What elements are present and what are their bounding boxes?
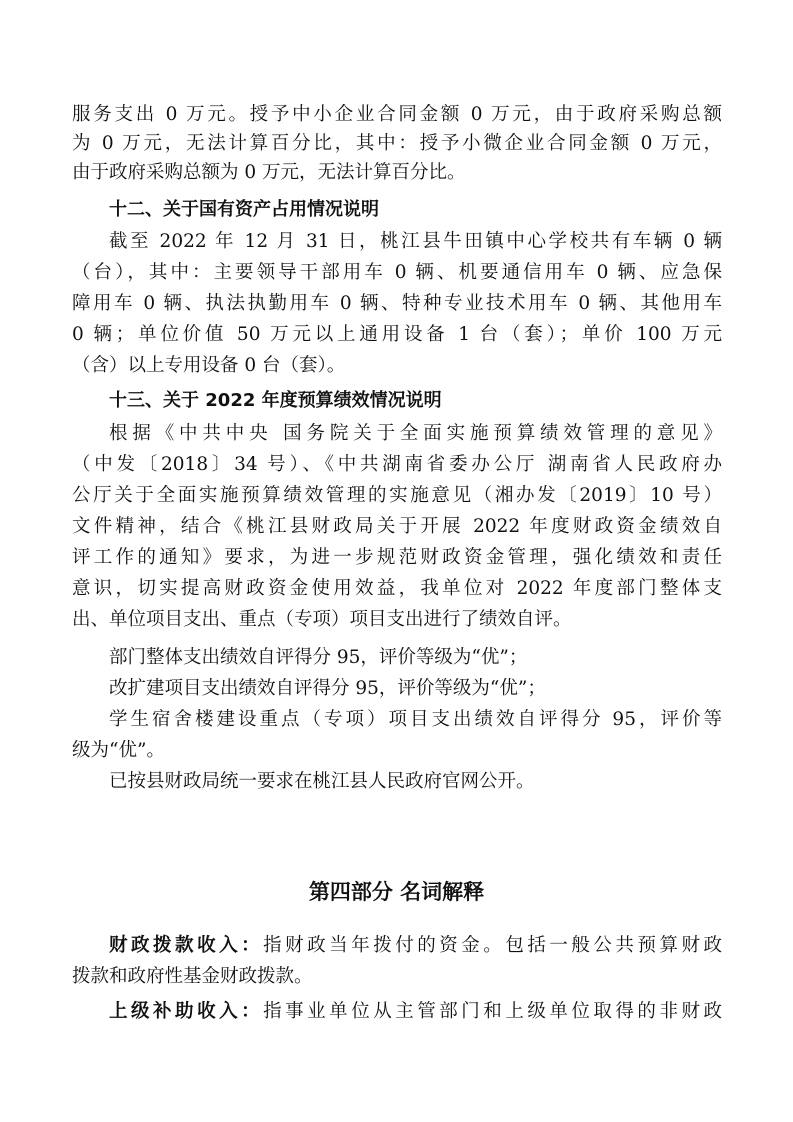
- paragraph-line: （台），其中：主要领导干部用车 0 辆、机要通信用车 0 辆、应急保: [72, 262, 722, 283]
- section-heading-12: 十二、关于国有资产占用情况说明: [109, 199, 379, 220]
- paragraph-line: 改扩建项目支出绩效自评得分 95，评价等级为“优”；: [109, 678, 546, 699]
- term-label: 财政拨款收入：: [109, 935, 264, 956]
- definition-fiscal: [109, 933, 722, 959]
- paragraph-line: （含）以上专用设备 0 台（套）。: [72, 355, 346, 376]
- term-definition: 指财政当年拨付的资金。包括一般公共预算财政: [263, 935, 722, 956]
- paragraph-line: 出、单位项目支出、重点（专项）项目支出进行了绩效自评。: [72, 609, 572, 630]
- paragraph-line: 由于政府采购总额为 0 万元，无法计算百分比。: [72, 162, 466, 183]
- paragraph-line: 已按县财政局统一要求在桃江县人民政府官网公开。: [109, 771, 535, 792]
- paragraph-line: 服务支出 0 万元。授予中小企业合同金额 0 万元，由于政府采购总额: [72, 104, 722, 125]
- paragraph-line: 为 0 万元，无法计算百分比，其中：授予小微企业合同金额 0 万元，: [72, 133, 722, 154]
- paragraph-line: 障用车 0 辆、执法执勤用车 0 辆、特种专业技术用车 0 辆、其他用车: [72, 293, 722, 314]
- paragraph-line: 学生宿舍楼建设重点（专项）项目支出绩效自评得分 95，评价等: [109, 709, 722, 730]
- paragraph-line: （中发〔2018〕34 号）、《中共湖南省委办公厅 湖南省人民政府办: [72, 454, 722, 475]
- definition-subsidy: [109, 999, 722, 1025]
- paragraph-line: 根据《中共中央 国务院关于全面实施预算绩效管理的意见》: [109, 423, 722, 444]
- term-label: 上级补助收入：: [109, 1001, 264, 1022]
- term-definition: 指事业单位从主管部门和上级单位取得的非财政: [263, 1001, 722, 1022]
- paragraph-line: 部门整体支出绩效自评得分 95，评价等级为“优”；: [109, 647, 528, 668]
- paragraph-line: 级为“优”。: [72, 740, 165, 761]
- paragraph-line: 截至 2022 年 12 月 31 日，桃江县牛田镇中心学校共有车辆 0 辆: [109, 231, 722, 252]
- paragraph-line: 拨款和政府性基金财政拨款。: [72, 966, 313, 987]
- paragraph-line: 意识，切实提高财政资金使用效益，我单位对 2022 年度部门整体支: [72, 578, 722, 599]
- paragraph-line: 0 辆；单位价值 50 万元以上通用设备 1 台（套）；单价 100 万元: [72, 324, 722, 345]
- paragraph-line: 文件精神，结合《桃江县财政局关于开展 2022 年度财政资金绩效自: [72, 516, 722, 537]
- part-title: 第四部分 名词解释: [308, 880, 485, 904]
- section-heading-13: 十三、关于 2022 年度预算绩效情况说明: [109, 390, 442, 411]
- paragraph-line: 公厅关于全面实施预算绩效管理的实施意见（湘办发〔2019〕10 号）: [72, 485, 722, 506]
- paragraph-line: 评工作的通知》要求，为进一步规范财政资金管理，强化绩效和责任: [72, 547, 722, 568]
